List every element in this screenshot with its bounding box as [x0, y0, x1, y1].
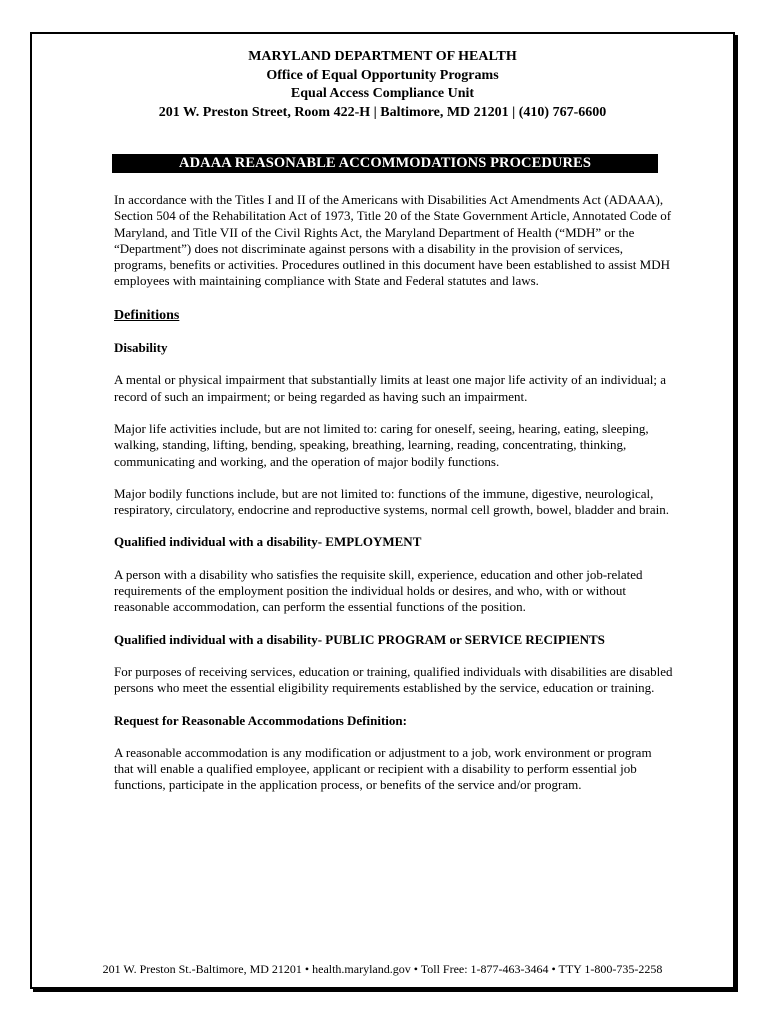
- disability-paragraph-1: A mental or physical impairment that substantially limits at least one major life activity of an individual; a record of such an impairment; or being regarded as having such an impairment.: [114, 372, 667, 404]
- intro-paragraph: In accordance with the Titles I and II of the Americans with Disabilities Act Amendments Act (ADAAA), Section 504 of the Rehabilitation Act of 1973, Title 20 of the State Government Article, Annotated Code of Maryland, and Title VII of the Civil Rights Act, the Maryland Department of Health (“MDH” or the “Department”) does not discriminate against persons with a disability in the provision of services, programs, benefits or activities. Procedures outlined in this document have been established to assist MDH employees with maintaining compliance with State and Federal statutes and laws.: [114, 192, 672, 289]
- qualified-public-heading: Qualified individual with a disability- PUBLIC PROGRAM or SERVICE RECIPIENTS: [114, 631, 605, 647]
- page-footer: 201 W. Preston St.-Baltimore, MD 21201 • health.maryland.gov • Toll Free: 1-877-463-3464 • TTY 1-800-735-2258: [102, 962, 663, 976]
- disability-paragraph-2: Major life activities include, but are not limited to: caring for oneself, seeing, hearing, eating, sleeping, walking, standing, lifting, bending, speaking, breathing, learning, reading, concentrating, thinking, communicating and working, and the operation of major bodily functions.: [114, 420, 649, 469]
- office-address: 201 W. Preston Street, Room 422-H | Baltimore, MD 21201 | (410) 767-6600: [158, 104, 607, 120]
- document-page: [30, 32, 735, 989]
- letterhead: [32, 48, 733, 122]
- office-name: Office of Equal Opportunity Programs: [266, 67, 499, 83]
- unit-name: Equal Access Compliance Unit: [290, 86, 475, 101]
- request-definition-heading: Request for Reasonable Accommodations Definition:: [114, 712, 407, 728]
- document-title: ADAAA REASONABLE ACCOMMODATIONS PROCEDURES: [112, 154, 658, 173]
- qualified-public-paragraph: For purposes of receiving services, education or training, qualified individuals with disabilities are disabled persons who meet the essential eligibility requirements established by the service, education or training.: [114, 663, 673, 696]
- definitions-heading: Definitions: [114, 307, 180, 323]
- document-body: [114, 192, 674, 794]
- disability-heading: Disability: [114, 340, 168, 356]
- qualified-employment-paragraph: A person with a disability who satisfies the requisite skill, experience, education and other job-related requirements of the employment position the individual holds or desires, and who, with or without reasonable accommodation, can perform the essential functions of the position.: [114, 566, 643, 615]
- qualified-employment-heading: Qualified individual with a disability- EMPLOYMENT: [114, 534, 422, 550]
- disability-paragraph-3: Major bodily functions include, but are not limited to: functions of the immune, digestive, neurological, respiratory, circulatory, endocrine and reproductive systems, normal cell growth, bowel, bladder and brain.: [114, 485, 669, 518]
- request-definition-paragraph: A reasonable accommodation is any modification or adjustment to a job, work environment or program that will enable a qualified employee, applicant or recipient with a disability to perform essential job functions, participate in the application process, or benefits of the service and/or program.: [114, 744, 652, 793]
- org-name: MARYLAND DEPARTMENT OF HEALTH: [248, 49, 517, 64]
